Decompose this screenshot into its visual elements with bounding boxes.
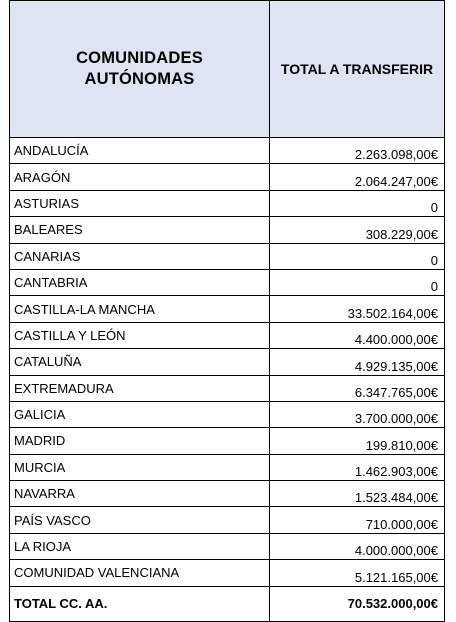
region-name: ASTURIAS: [10, 190, 270, 216]
region-name: CASTILLA-LA MANCHA: [10, 296, 270, 322]
transfer-table: [9, 0, 445, 622]
region-name: MURCIA: [10, 454, 270, 480]
table-row: [10, 322, 445, 348]
table-body: [10, 138, 445, 587]
table-row: [10, 533, 445, 559]
region-name: COMUNIDAD VALENCIANA: [10, 560, 270, 586]
region-name: NAVARRA: [10, 481, 270, 507]
header-total-transferir: TOTAL A TRANSFERIR: [270, 1, 445, 138]
region-amount: 33.502.164,00€: [270, 296, 445, 322]
table-row: [10, 217, 445, 243]
region-amount: 1.523.484,00€: [270, 481, 445, 507]
region-amount: 3.700.000,00€: [270, 401, 445, 427]
header-comunidades-line2: AUTÓNOMAS: [84, 70, 195, 88]
header-comunidades: [10, 1, 270, 138]
region-name: CATALUÑA: [10, 349, 270, 375]
table-row: [10, 349, 445, 375]
table-row: [10, 401, 445, 427]
region-amount: 4.929.135,00€: [270, 349, 445, 375]
table-row: [10, 190, 445, 216]
table-row: [10, 375, 445, 401]
region-name: CANARIAS: [10, 243, 270, 269]
region-name: CASTILLA Y LEÓN: [10, 322, 270, 348]
region-amount: 0: [270, 190, 445, 216]
table-row: [10, 243, 445, 269]
total-amount: 70.532.000,00€: [270, 586, 445, 621]
total-row: [10, 586, 445, 621]
region-amount: 199.810,00€: [270, 428, 445, 454]
table-row: [10, 164, 445, 190]
table-row: [10, 481, 445, 507]
table-row: [10, 560, 445, 586]
region-name: LA RIOJA: [10, 533, 270, 559]
table-row: [10, 296, 445, 322]
header-comunidades-line1: COMUNIDADES: [76, 49, 203, 67]
table-row: [10, 269, 445, 295]
region-amount: 4.000.000,00€: [270, 533, 445, 559]
region-name: CANTABRIA: [10, 269, 270, 295]
region-amount: 6.347.765,00€: [270, 375, 445, 401]
total-label: TOTAL CC. AA.: [10, 586, 270, 621]
table-row: [10, 428, 445, 454]
region-name: BALEARES: [10, 217, 270, 243]
table-row: [10, 454, 445, 480]
region-name: ARAGÓN: [10, 164, 270, 190]
region-amount: 5.121.165,00€: [270, 560, 445, 586]
region-amount: 0: [270, 243, 445, 269]
region-amount: 1.462.903,00€: [270, 454, 445, 480]
region-name: GALICIA: [10, 401, 270, 427]
region-amount: 2.064.247,00€: [270, 164, 445, 190]
region-amount: 4.400.000,00€: [270, 322, 445, 348]
header-row: [10, 1, 445, 138]
region-amount: 2.263.098,00€: [270, 138, 445, 164]
region-amount: 308.229,00€: [270, 217, 445, 243]
table-row: [10, 507, 445, 533]
region-name: MADRID: [10, 428, 270, 454]
table-row: [10, 138, 445, 164]
region-name: PAÍS VASCO: [10, 507, 270, 533]
region-amount: 0: [270, 269, 445, 295]
region-name: ANDALUCÍA: [10, 138, 270, 164]
region-amount: 710.000,00€: [270, 507, 445, 533]
region-name: EXTREMADURA: [10, 375, 270, 401]
